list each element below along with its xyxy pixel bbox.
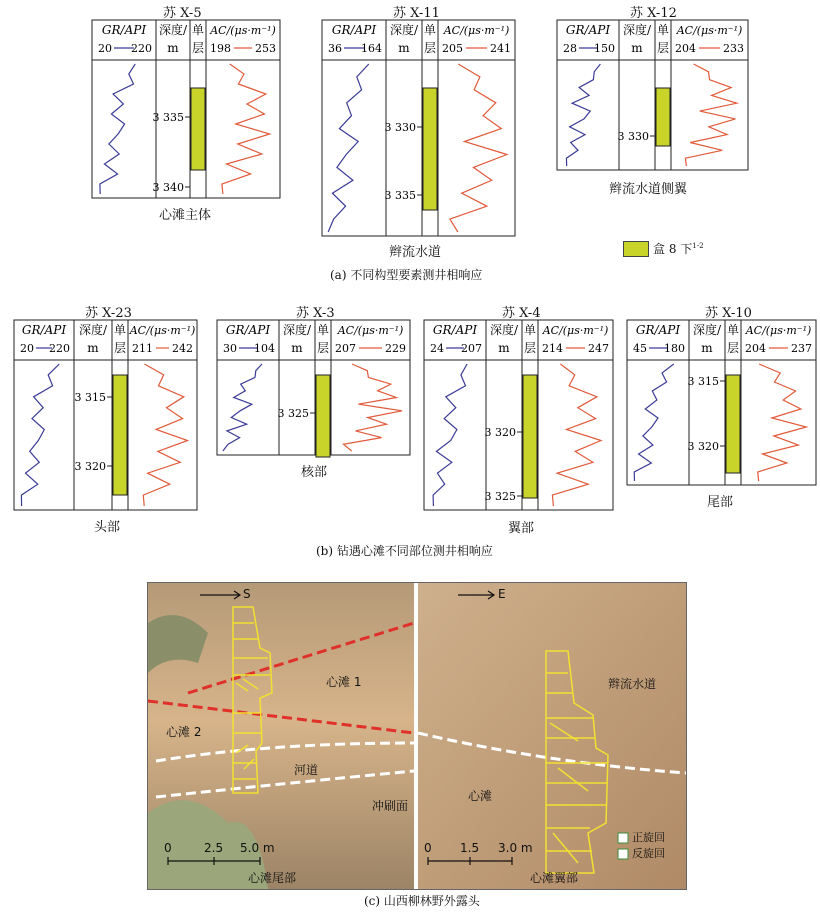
depth-label-5-1: 3 325 bbox=[484, 490, 516, 503]
well-title-b3: 苏 X-10 bbox=[705, 306, 752, 321]
depth-unit-5: m bbox=[498, 341, 510, 355]
depth-header-3: 深度/ bbox=[78, 323, 108, 337]
layer-header2-4: 层 bbox=[316, 341, 330, 355]
ac-curve-0 bbox=[222, 64, 270, 194]
well-title-b0: 苏 X-23 bbox=[85, 306, 132, 321]
facies-label-b2: 翼部 bbox=[508, 521, 535, 536]
ac-max-6: 237 bbox=[791, 342, 812, 355]
ac-min-1: 205 bbox=[442, 42, 463, 55]
left-scale-0: 0 bbox=[164, 841, 172, 855]
gr-header-3: GR/API bbox=[21, 323, 67, 337]
depth-unit-2: m bbox=[631, 41, 643, 55]
left-direction-label: S bbox=[243, 587, 251, 601]
gr-max-1: 164 bbox=[361, 42, 382, 55]
ac-max-1: 241 bbox=[490, 42, 511, 55]
gr-min-1: 36 bbox=[328, 42, 342, 55]
well-title-a0: 苏 X-5 bbox=[163, 6, 202, 21]
depth-label-0-1: 3 340 bbox=[152, 181, 184, 194]
caption-c: (c) 山西柳林野外露头 bbox=[364, 894, 480, 908]
log-panel-frame-0 bbox=[92, 20, 280, 198]
caption-b: (b) 钻遇心滩不同部位测井相响应 bbox=[316, 544, 493, 558]
layer-box-3 bbox=[113, 375, 127, 495]
legend-positive-swatch bbox=[618, 833, 628, 843]
gr-header-6: GR/API bbox=[635, 323, 681, 337]
depth-label-3-1: 3 320 bbox=[74, 460, 106, 473]
unit-label-bar2: 心滩 2 bbox=[166, 725, 202, 739]
depth-header-4: 深度/ bbox=[282, 323, 312, 337]
unit-label-channel: 河道 bbox=[294, 763, 319, 777]
gr-min-6: 45 bbox=[633, 342, 647, 355]
gr-max-5: 207 bbox=[461, 342, 482, 355]
layer-header2-0: 层 bbox=[191, 41, 205, 55]
depth-label-2-0: 3 330 bbox=[617, 130, 649, 143]
right-scale-0: 0 bbox=[424, 841, 432, 855]
gr-header-0: GR/API bbox=[101, 23, 147, 37]
ac-header-1: AC/(μs·m⁻¹) bbox=[443, 24, 510, 37]
ac-min-4: 207 bbox=[335, 342, 356, 355]
ac-header-4: AC/(μs·m⁻¹) bbox=[337, 324, 404, 337]
layer-header-4: 单 bbox=[316, 323, 330, 337]
gr-min-4: 30 bbox=[223, 342, 237, 355]
ac-min-0: 198 bbox=[210, 42, 231, 55]
well-title-b1: 苏 X-3 bbox=[296, 306, 335, 321]
layer-header2-6: 层 bbox=[726, 341, 740, 355]
unit-label-bar-right: 心滩 bbox=[468, 789, 493, 803]
ac-curve-6 bbox=[758, 364, 807, 481]
layer-header2-5: 层 bbox=[523, 341, 537, 355]
depth-unit-4: m bbox=[291, 341, 303, 355]
gr-curve-6 bbox=[634, 364, 674, 481]
legend-layer-swatch bbox=[623, 241, 649, 257]
gr-header-4: GR/API bbox=[225, 323, 271, 337]
depth-label-6-1: 3 320 bbox=[687, 440, 719, 453]
log-panel-frame-2 bbox=[557, 20, 748, 170]
log-panel-frame-1 bbox=[322, 20, 515, 236]
ac-header-6: AC/(μs·m⁻¹) bbox=[745, 324, 812, 337]
gr-max-4: 104 bbox=[254, 342, 275, 355]
layer-header-5: 单 bbox=[523, 323, 537, 337]
ac-header-2: AC/(μs·m⁻¹) bbox=[676, 24, 743, 37]
outcrop-left-label: 心滩尾部 bbox=[248, 871, 297, 885]
left-scale-1: 2.5 bbox=[204, 841, 224, 855]
depth-label-3-0: 3 315 bbox=[74, 391, 106, 404]
depth-unit-1: m bbox=[398, 41, 410, 55]
gr-min-5: 24 bbox=[430, 342, 444, 355]
outcrop-photo bbox=[147, 582, 687, 890]
log-panel-frame-4 bbox=[217, 320, 410, 455]
unit-label-bar1: 心滩 1 bbox=[326, 675, 362, 689]
layer-header-0: 单 bbox=[191, 23, 205, 37]
gr-min-0: 20 bbox=[98, 42, 112, 55]
facies-label-b0: 头部 bbox=[94, 520, 121, 535]
gr-max-6: 180 bbox=[664, 342, 685, 355]
legend-layer-text: 盒 8 下$^{1-2}$ bbox=[653, 242, 704, 256]
gr-curve-3 bbox=[21, 364, 59, 506]
depth-label-5-0: 3 320 bbox=[484, 426, 516, 439]
ac-min-3: 211 bbox=[132, 342, 153, 355]
ac-min-5: 214 bbox=[542, 342, 563, 355]
gr-header-1: GR/API bbox=[331, 23, 377, 37]
gr-curve-2 bbox=[566, 64, 600, 166]
ac-header-5: AC/(μs·m⁻¹) bbox=[542, 324, 609, 337]
gr-max-0: 220 bbox=[131, 42, 152, 55]
layer-box-4 bbox=[316, 375, 330, 457]
unit-label-braided: 辫流水道 bbox=[608, 677, 657, 691]
outcrop-sketch bbox=[148, 583, 686, 889]
gr-min-2: 28 bbox=[563, 42, 577, 55]
depth-header-2: 深度/ bbox=[622, 23, 652, 37]
depth-unit-3: m bbox=[87, 341, 99, 355]
depth-label-0-0: 3 335 bbox=[152, 111, 184, 124]
unit-label-scour: 冲刷面 bbox=[372, 799, 409, 813]
gr-max-2: 150 bbox=[594, 42, 615, 55]
layer-box-5 bbox=[523, 375, 537, 498]
gr-header-5: GR/API bbox=[432, 323, 478, 337]
gr-min-3: 20 bbox=[20, 342, 34, 355]
layer-header-2: 单 bbox=[656, 23, 670, 37]
layer-header2-3: 层 bbox=[113, 341, 127, 355]
facies-label-a2: 辫流水道侧翼 bbox=[609, 182, 688, 197]
depth-unit-6: m bbox=[701, 341, 713, 355]
right-scale-2: 3.0 m bbox=[498, 841, 533, 855]
depth-label-1-1: 3 335 bbox=[384, 189, 416, 202]
ac-header-0: AC/(μs·m⁻¹) bbox=[210, 24, 276, 37]
outcrop-right-label: 心滩翼部 bbox=[530, 871, 579, 885]
right-scale-1: 1.5 bbox=[460, 841, 480, 855]
depth-unit-0: m bbox=[167, 41, 179, 55]
gr-curve-5 bbox=[433, 364, 467, 506]
depth-header-6: 深度/ bbox=[692, 323, 722, 337]
ac-curve-2 bbox=[685, 64, 736, 166]
legend-negative-label: 反旋回 bbox=[632, 847, 665, 860]
well-title-b2: 苏 X-4 bbox=[502, 306, 541, 321]
ac-max-0: 253 bbox=[255, 42, 276, 55]
legend-negative-swatch bbox=[618, 849, 628, 859]
ac-max-2: 233 bbox=[723, 42, 744, 55]
ac-curve-4 bbox=[344, 364, 403, 451]
facies-label-b3: 尾部 bbox=[707, 495, 734, 510]
ac-min-6: 204 bbox=[745, 342, 766, 355]
layer-box-1 bbox=[423, 88, 437, 210]
caption-a: (a) 不同构型要素测井相响应 bbox=[330, 268, 483, 282]
layer-box-2 bbox=[656, 88, 670, 146]
layer-header2-2: 层 bbox=[656, 41, 670, 55]
gr-max-3: 220 bbox=[49, 342, 70, 355]
ac-max-4: 229 bbox=[385, 342, 406, 355]
gr-curve-4 bbox=[223, 364, 262, 451]
left-scale-2: 5.0 m bbox=[240, 841, 275, 855]
legend-positive-label: 正旋回 bbox=[632, 831, 665, 844]
depth-label-6-0: 3 315 bbox=[687, 375, 719, 388]
depth-header-5: 深度/ bbox=[489, 323, 519, 337]
ac-curve-5 bbox=[552, 364, 601, 506]
ac-max-5: 247 bbox=[588, 342, 609, 355]
ac-curve-3 bbox=[143, 364, 187, 506]
depth-header-0: 深度/ bbox=[158, 23, 188, 37]
layer-header2-1: 层 bbox=[423, 41, 437, 55]
gr-header-2: GR/API bbox=[565, 23, 611, 37]
layer-box-6 bbox=[726, 375, 740, 473]
depth-header-1: 深度/ bbox=[389, 23, 419, 37]
well-title-a1: 苏 X-11 bbox=[393, 6, 440, 21]
gr-curve-0 bbox=[100, 64, 135, 194]
facies-label-a1: 辫流水道 bbox=[389, 245, 442, 260]
layer-header-6: 单 bbox=[726, 323, 740, 337]
well-title-a2: 苏 X-12 bbox=[630, 6, 677, 21]
ac-curve-1 bbox=[450, 64, 507, 232]
layer-header-3: 单 bbox=[113, 323, 127, 337]
facies-label-b1: 核部 bbox=[301, 465, 328, 480]
depth-label-4-0: 3 325 bbox=[277, 407, 309, 420]
facies-label-a0: 心滩主体 bbox=[159, 208, 212, 223]
ac-min-2: 204 bbox=[675, 42, 696, 55]
right-direction-label: E bbox=[498, 587, 506, 601]
depth-label-1-0: 3 330 bbox=[384, 121, 416, 134]
layer-box-0 bbox=[191, 88, 205, 170]
ac-max-3: 242 bbox=[172, 342, 193, 355]
ac-header-3: AC/(μs·m⁻¹) bbox=[129, 324, 196, 337]
gr-curve-1 bbox=[328, 64, 369, 232]
layer-header-1: 单 bbox=[423, 23, 437, 37]
